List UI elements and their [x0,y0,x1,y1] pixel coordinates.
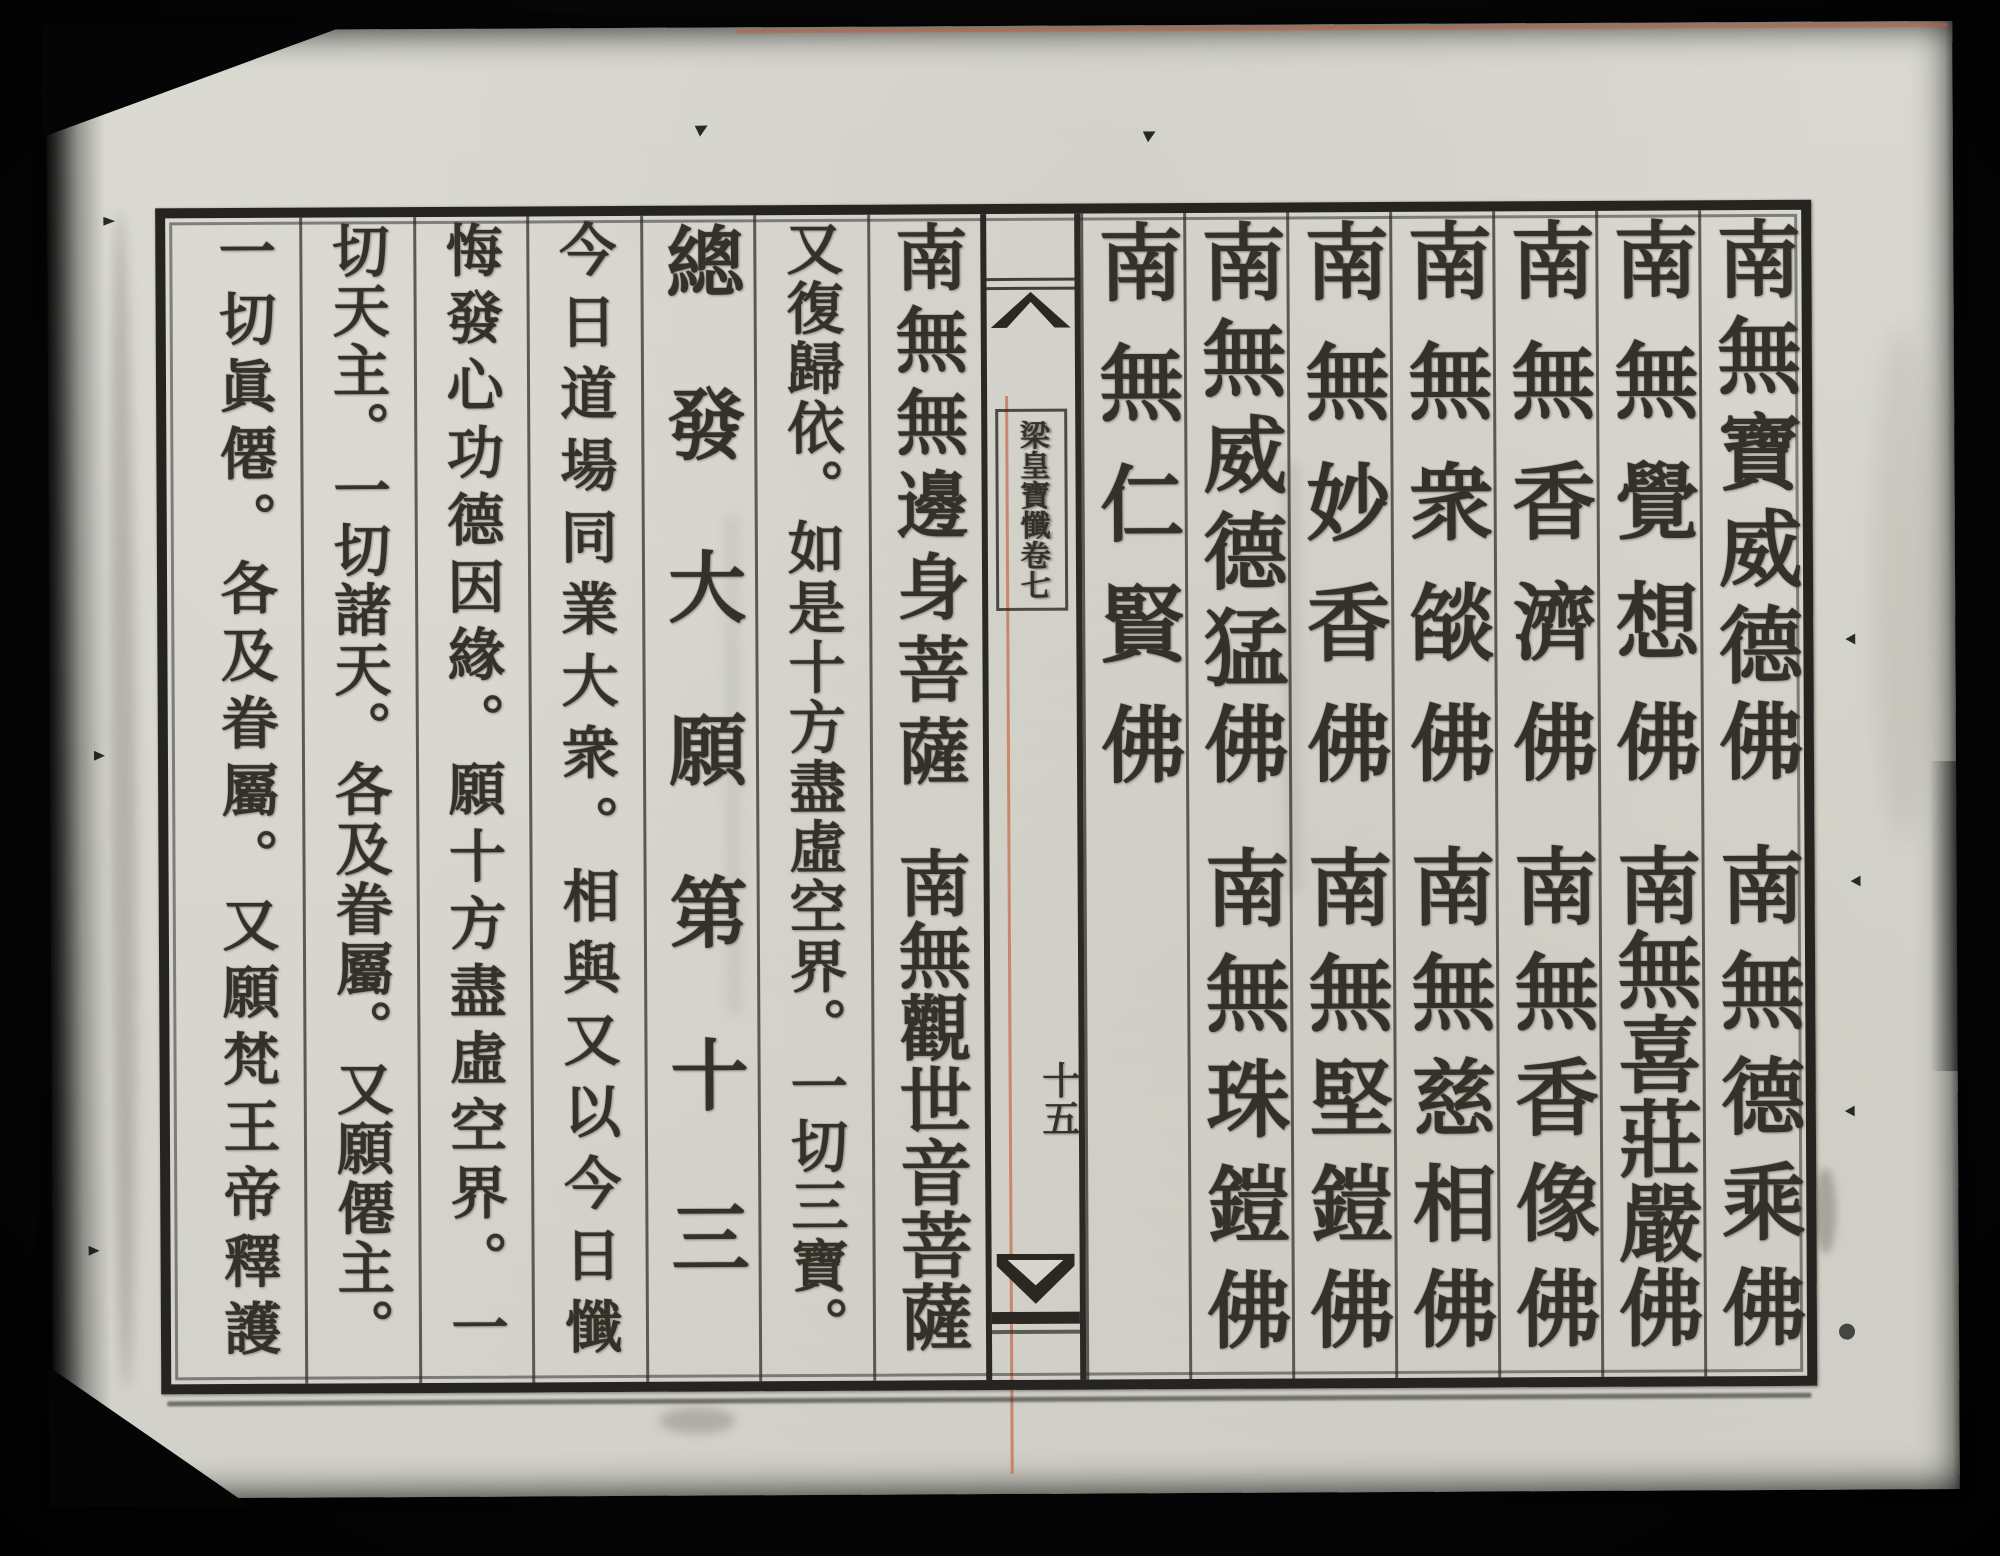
text-column-left-4 [526,216,646,1383]
paper-stain [1872,321,1935,841]
banxin-bottom-bar [992,1312,1080,1324]
text-column-right-1 [1698,210,1807,1377]
text-column-right-3 [1492,211,1601,1378]
folio-number: 十五 [1035,1060,1081,1137]
buddha-name: 南無堅鎧佛 [1294,843,1397,1351]
printed-border-frame [155,200,1817,1395]
fishtail-ornament-top [991,292,1071,328]
buddha-name: 南無威德猛佛 [1188,218,1291,786]
bodhisattva-name: 南無無邊身菩薩 [883,220,972,787]
book-title: 梁皇寶懺卷七 [1013,419,1050,600]
buddha-name: 南無香濟佛 [1497,216,1600,784]
text-columns [165,210,1807,1385]
text-column-right-5 [1286,212,1395,1379]
text-column-left-7 [186,218,306,1385]
banxin-bottom-rule [992,1330,1080,1334]
text-column-right-2 [1595,210,1704,1377]
text-column-left-1 [867,214,987,1381]
buddha-name: 南無慈相佛 [1397,843,1500,1350]
buddha-name: 南無香像佛 [1500,842,1603,1350]
buddha-name: 南無妙香佛 [1291,217,1394,785]
sutra-prose-text: 切天主。一切諸天。各及眷屬。又願僊主。 [322,221,396,1356]
sutra-prose-text: 悔發心功德因緣。願十方盡虛空界。一 [436,220,510,1355]
buddha-name: 南無仁賢佛 [1085,219,1188,786]
bodhisattva-name: 南無觀世音菩薩 [886,846,975,1353]
text-column-left-3 [640,215,760,1382]
red-edge-line-top [736,23,1948,33]
chapter-heading: 總發大願第十三 [653,221,750,1276]
stitch-mark [1845,634,1855,645]
banxin-title-box [995,409,1068,611]
sutra-prose-text: 一切眞僊。各及眷屬。又願梵王帝釋護 [209,221,283,1357]
stitch-mark [1845,1106,1855,1117]
text-column-right-7 [1080,213,1189,1380]
paper-edge-shadow-right-full [1945,21,1963,1489]
buddha-name [1086,845,1189,1352]
paper-edge-shadow-left [44,31,112,1499]
buddha-name: 南無寶威德佛 [1703,215,1806,783]
ink-stain [1814,1168,1836,1254]
ink-blot [1839,1324,1855,1340]
registration-mark [695,126,708,137]
buddha-name: 南無喜莊嚴佛 [1603,842,1706,1349]
paper-sheet [46,21,1960,1499]
banxin-double-rule [986,278,1074,290]
buddha-name: 南無衆燄佛 [1394,217,1497,784]
text-column-right-6 [1183,213,1292,1380]
sutra-prose-text: 今日道場同業大衆。相與又以今日懺 [549,220,623,1355]
stitch-mark [103,217,115,226]
text-column-right-4 [1389,211,1498,1378]
text-column-left-6 [299,217,419,1384]
buddha-name: 南無德乘佛 [1706,841,1809,1349]
sutra-prose-text: 又復歸依。如是十方盡虛空界。一切三寶。 [776,218,850,1354]
ink-stain [659,1407,735,1433]
banxin-center-fold-column [980,214,1086,1381]
text-column-left-5 [413,216,533,1383]
text-column-left-2 [753,215,873,1382]
paper-stain [107,211,139,1391]
registration-mark [1143,131,1156,142]
buddha-name: 南無覺想佛 [1600,216,1703,783]
stitch-mark [1851,876,1861,887]
buddha-name: 南無珠鎧佛 [1191,844,1294,1352]
